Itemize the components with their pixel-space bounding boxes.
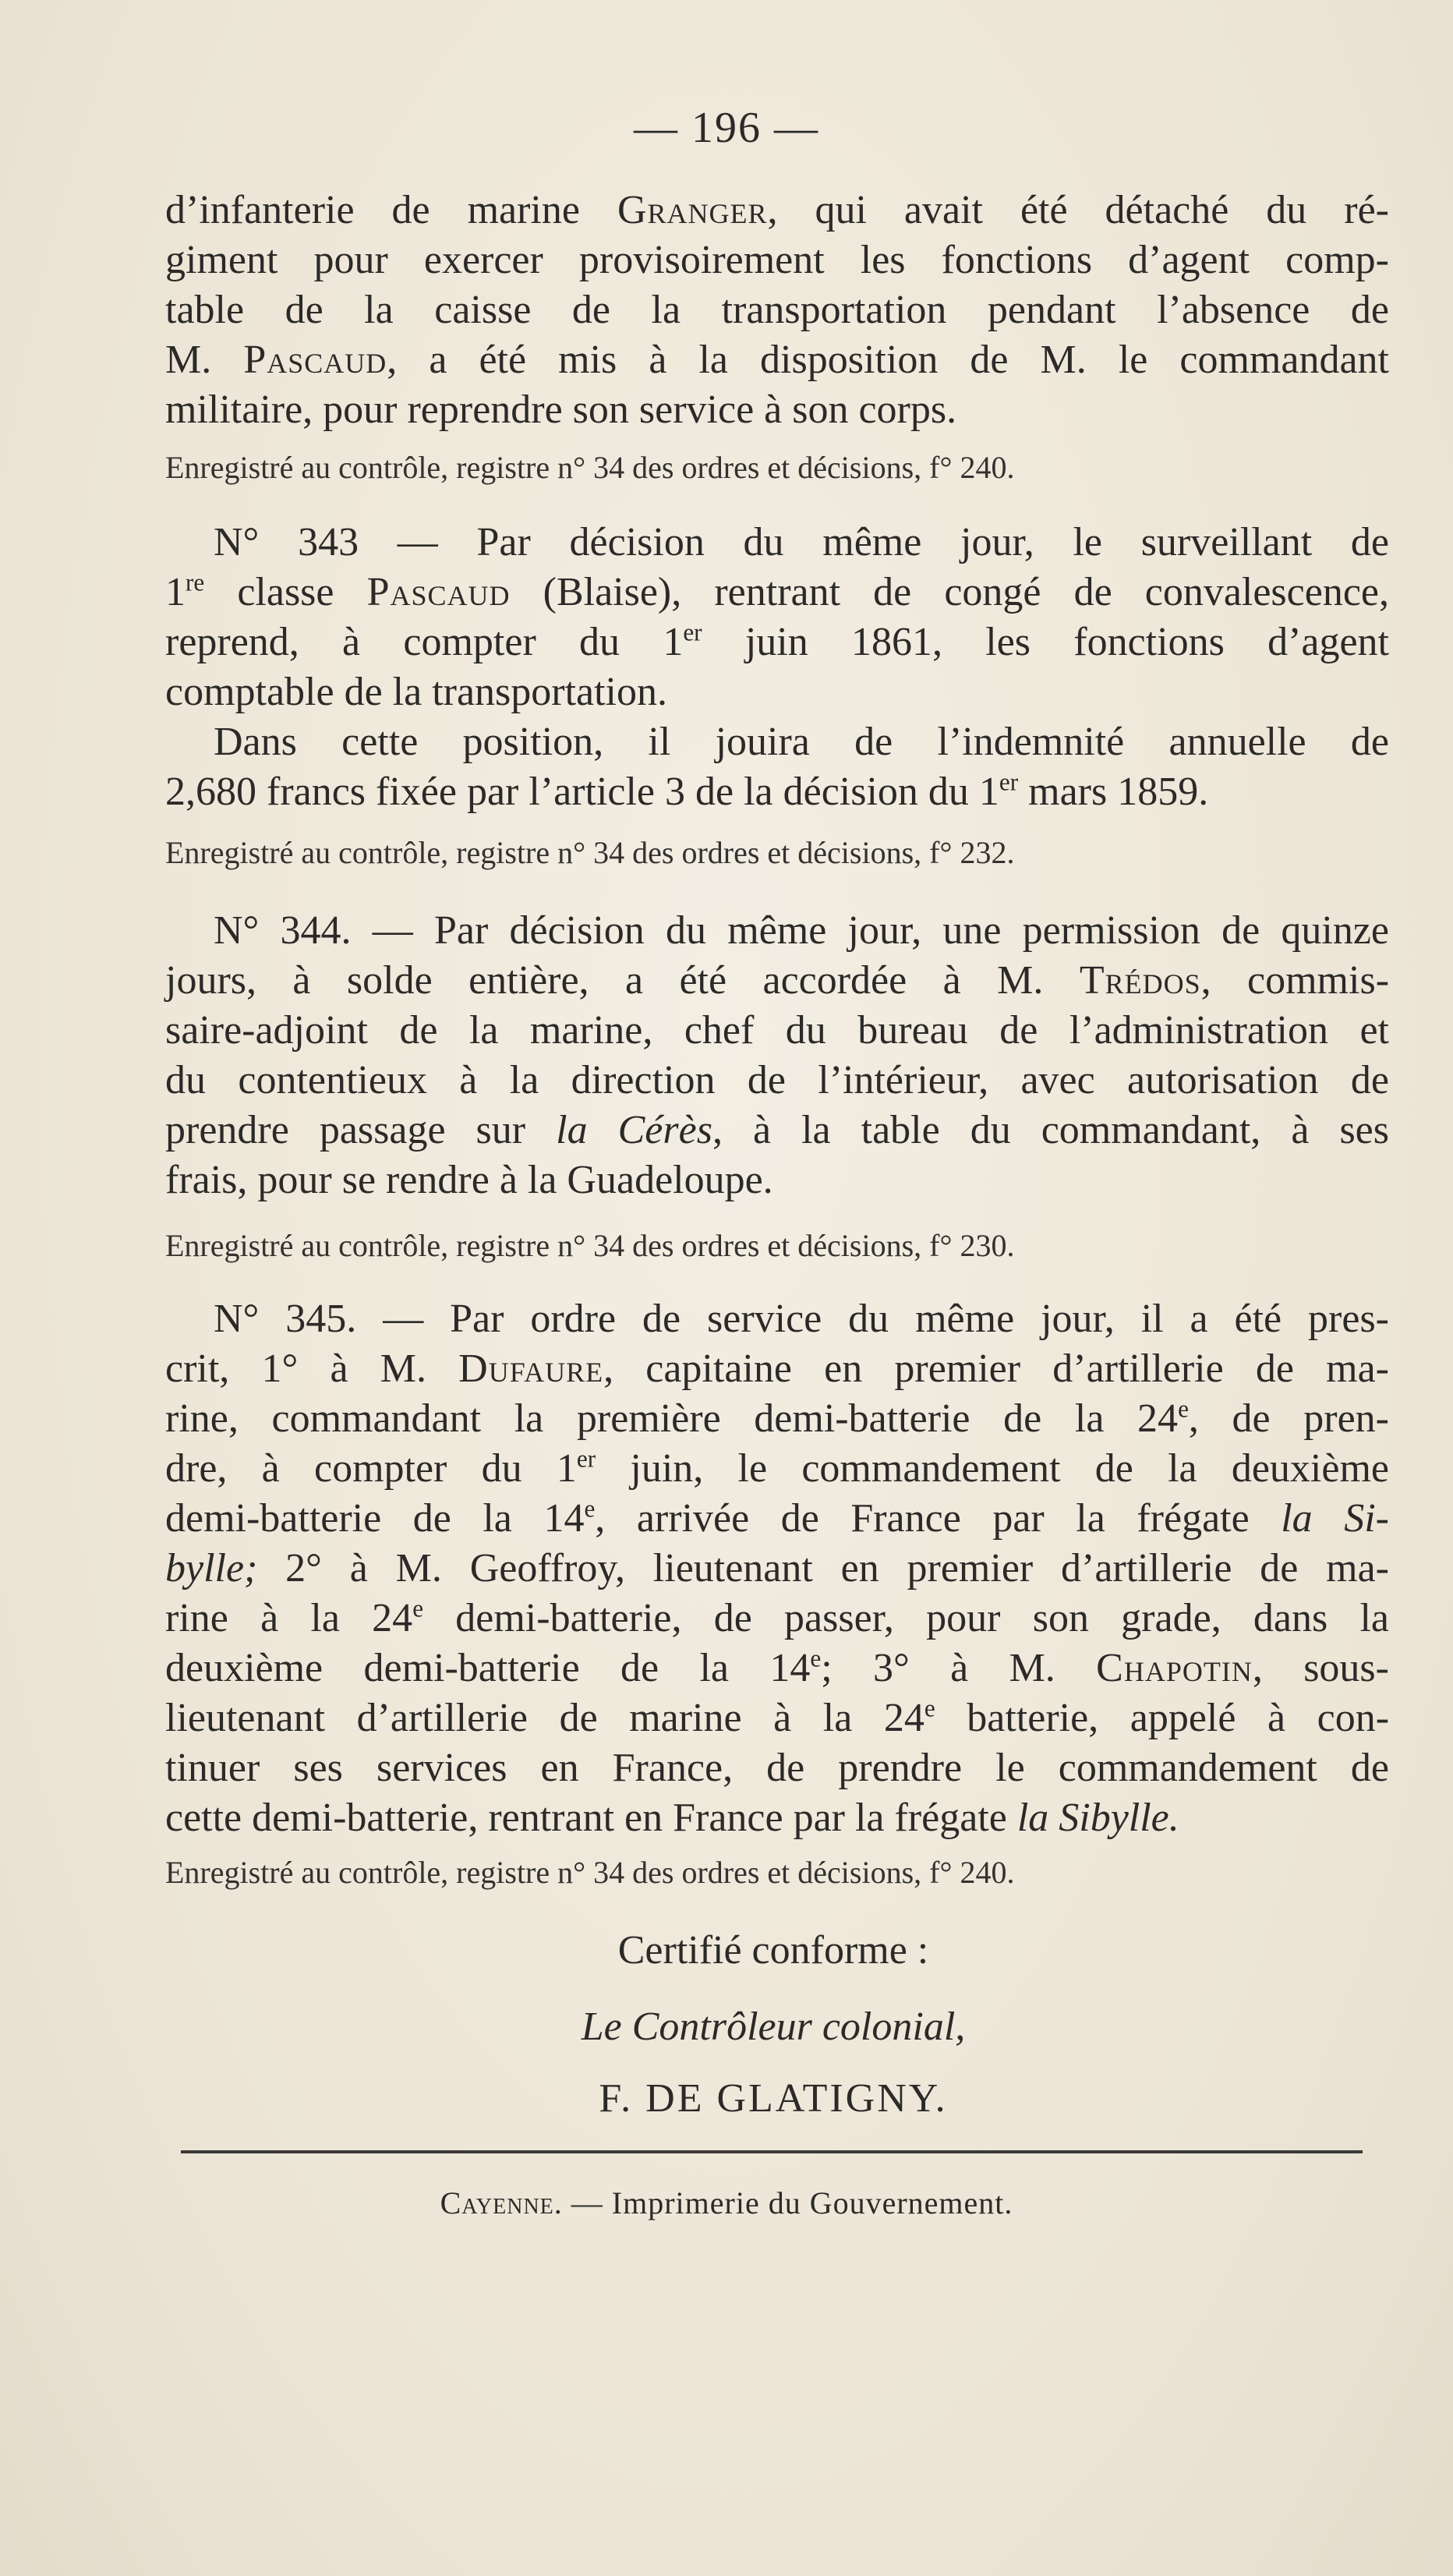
certification-line: Certifié conforme :	[617, 1928, 929, 1973]
page-number: — 196 —	[634, 104, 819, 152]
text-run: d’infanterie de marine	[165, 188, 617, 232]
text-run: , qui avait été détaché du ré-	[767, 188, 1389, 232]
text-run: (Blaise), rentrant de congé de convalescence,	[510, 570, 1389, 614]
text-line	[165, 667, 1389, 717]
text-line	[165, 1644, 1389, 1693]
text-run: crit, 1° à M.	[165, 1346, 459, 1391]
register-note-4: Enregistré au contrôle, registre n° 34 des ordres et décisions, f° 240.	[165, 1855, 1015, 1890]
text-run: demi-batterie de la 14	[165, 1496, 585, 1541]
superscript: e	[1178, 1395, 1189, 1423]
text-line	[165, 906, 1389, 956]
superscript: er	[683, 618, 702, 646]
text-line	[165, 335, 1389, 385]
superscript: e	[924, 1694, 935, 1722]
text-line	[165, 385, 1389, 435]
superscript: e	[412, 1594, 424, 1622]
text-run: juin 1861, les fonctions d’agent	[702, 620, 1390, 664]
text-line	[165, 1294, 1389, 1344]
name-small-caps: Pascaud	[243, 338, 387, 382]
text-line	[165, 1006, 1389, 1056]
text-line	[165, 568, 1389, 617]
name-small-caps: Granger	[617, 188, 768, 232]
text-run: M.	[165, 338, 244, 382]
text-run: batterie, appelé à con-	[935, 1696, 1390, 1740]
text-run: giment pour exercer provisoirement les fonctions d’agent comp-	[165, 238, 1389, 282]
text-line	[165, 518, 1389, 568]
text-line	[165, 1793, 1389, 1843]
superscript: er	[576, 1445, 596, 1473]
text-run: 2,680 francs fixée par l’article 3 de la décision du 1	[165, 770, 999, 814]
text-line	[165, 1056, 1389, 1106]
text-line	[165, 767, 1389, 817]
text-run: , sous-	[1252, 1646, 1389, 1690]
text-run: comptable de la transportation.	[165, 670, 668, 714]
text-run: , a été mis à la disposition de M. le commandant	[387, 338, 1389, 382]
text-run: , commis-	[1200, 958, 1390, 1003]
divider-rule	[181, 2150, 1363, 2153]
text-run: lieutenant d’artillerie de marine à la 24	[165, 1696, 924, 1740]
name-small-caps: Pascaud	[366, 570, 511, 614]
text-line	[165, 285, 1389, 335]
text-line	[165, 1693, 1389, 1743]
text-run: mars 1859.	[1018, 770, 1209, 814]
text-run: , capitaine en premier d’artillerie de ma-	[603, 1346, 1390, 1391]
register-note-3: Enregistré au contrôle, registre n° 34 des ordres et décisions, f° 230.	[165, 1228, 1015, 1263]
text-run: juin, le commandement de la deuxième	[596, 1446, 1389, 1491]
text-line	[165, 186, 1389, 235]
paragraph-order-345	[165, 1294, 1389, 1843]
name-small-caps: Chapotin	[1096, 1646, 1253, 1690]
superscript: e	[584, 1495, 596, 1523]
text-run: dre, à compter du 1	[165, 1446, 577, 1491]
text-line	[165, 1594, 1389, 1644]
paragraph-decision-343	[165, 518, 1389, 817]
paragraph-granger	[165, 186, 1389, 435]
text-run: N° 344. — Par décision du même jour, une permission de quinze	[214, 908, 1389, 953]
text-line	[165, 235, 1389, 285]
superscript: e	[810, 1644, 822, 1672]
text-run: demi-batterie, de passer, pour son grade, dans la	[423, 1596, 1389, 1640]
text-run: du contentieux à la direction de l’intérieur, avec autorisation de	[165, 1058, 1389, 1102]
text-run: prendre passage sur	[165, 1108, 557, 1152]
text-run: 2° à M. Geoffroy, lieutenant en premier d’artillerie de ma-	[257, 1546, 1389, 1591]
text-run: reprend, à compter du 1	[165, 620, 684, 664]
text-line	[165, 956, 1389, 1006]
text-line	[165, 1155, 1389, 1205]
paragraph-decision-344	[165, 906, 1389, 1205]
text-run: , de pren-	[1188, 1396, 1389, 1441]
text-run: rine à la 24	[165, 1596, 413, 1640]
text-line	[165, 717, 1389, 767]
printer-colophon	[0, 2183, 1453, 2224]
text-line	[165, 1494, 1389, 1544]
text-run: classe	[204, 570, 367, 614]
colophon-printer: . — Imprimerie du Gouvernement.	[553, 2185, 1013, 2220]
italic-text: la Sibylle.	[1016, 1796, 1179, 1840]
text-run: rine, commandant la première demi-batterie de la 24	[165, 1396, 1179, 1441]
text-run: ; 3° à M.	[821, 1646, 1097, 1690]
text-run: table de la caisse de la transportation pendant l’absence de	[165, 288, 1389, 332]
name-small-caps: Trédos	[1079, 958, 1201, 1003]
superscript: er	[999, 768, 1019, 796]
text-run: N° 343 — Par décision du même jour, le surveillant de	[214, 520, 1389, 564]
text-run: saire-adjoint de la marine, chef du bureau de l’administration et	[165, 1008, 1389, 1053]
text-run: tinuer ses services en France, de prendre le commandement de	[165, 1746, 1389, 1790]
italic-text: la Si-	[1281, 1496, 1389, 1541]
text-line	[165, 1394, 1389, 1444]
superscript: re	[186, 568, 205, 596]
signatory-role: Le Contrôleur colonial,	[581, 2005, 966, 2049]
text-run: militaire, pour reprendre son service à son corps.	[165, 387, 957, 432]
text-run: cette demi-batterie, rentrant en France par la frégate	[165, 1796, 1017, 1840]
text-run: N° 345. — Par ordre de service du même jour, il a été pres-	[214, 1297, 1389, 1341]
text-line	[165, 1106, 1389, 1155]
signatory-name: F. DE GLATIGNY.	[599, 2076, 948, 2121]
register-note-2: Enregistré au contrôle, registre n° 34 des ordres et décisions, f° 232.	[165, 835, 1015, 870]
text-run: , arrivée de France par la frégate	[595, 1496, 1282, 1541]
text-line	[165, 1444, 1389, 1494]
colophon-city: Cayenne	[440, 2185, 554, 2220]
text-line	[165, 1344, 1389, 1394]
register-note-1: Enregistré au contrôle, registre n° 34 des ordres et décisions, f° 240.	[165, 450, 1015, 485]
italic-text: la Cérès	[556, 1108, 712, 1152]
text-run: , à la table du commandant, à ses	[712, 1108, 1389, 1152]
text-run: jours, à solde entière, a été accordée à M.	[165, 958, 1080, 1003]
italic-text: bylle;	[165, 1546, 258, 1591]
text-run: 1	[165, 570, 186, 614]
name-small-caps: Dufaure	[458, 1346, 604, 1391]
text-run: deuxième demi-batterie de la 14	[165, 1646, 811, 1690]
text-line	[165, 1544, 1389, 1594]
text-run: frais, pour se rendre à la Guadeloupe.	[165, 1158, 773, 1202]
text-line	[165, 617, 1389, 667]
text-run: Dans cette position, il jouira de l’indemnité annuelle de	[214, 720, 1389, 764]
text-line	[165, 1743, 1389, 1793]
